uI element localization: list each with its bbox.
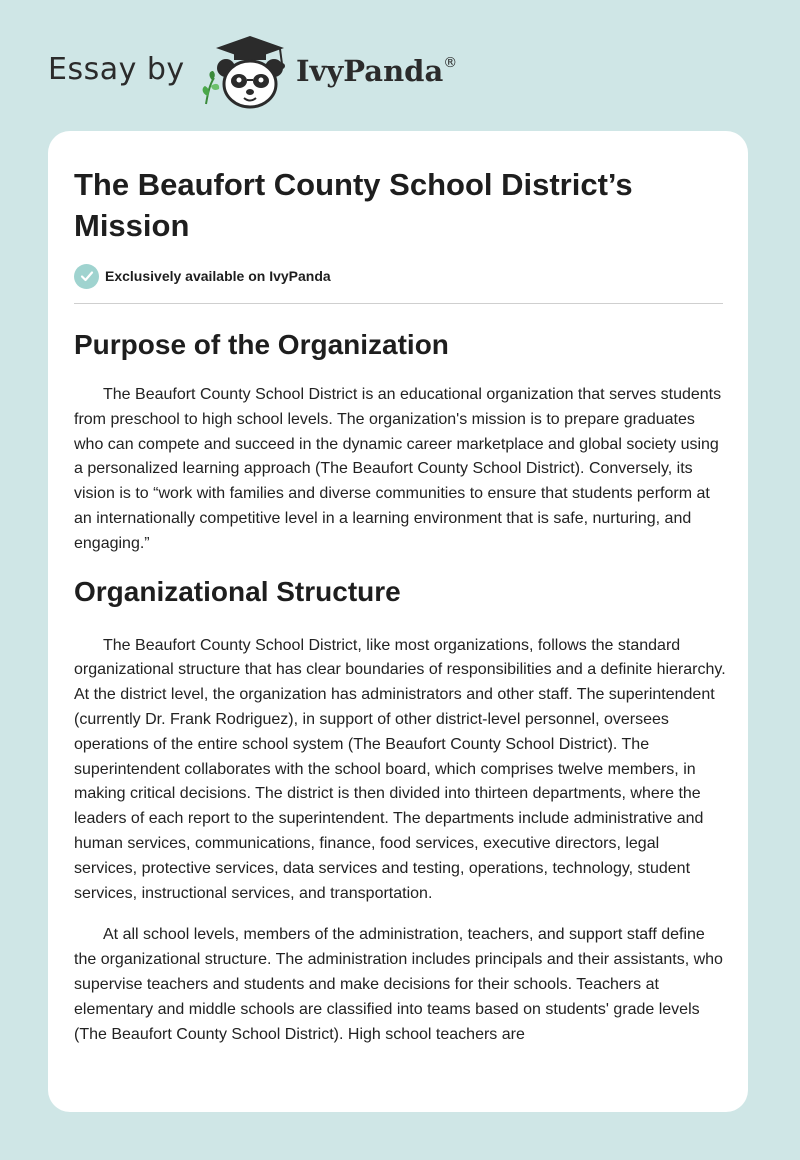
panda-graduate-icon	[200, 34, 296, 110]
section-heading-structure: Organizational Structure	[74, 575, 401, 607]
paragraph: At all school levels, members of the administration, teachers, and support staff define the organizational structure. The administration includes principals and their assistants, who supervise teachers and students and make decisions for their schools. Teachers at elementary and middle schools are classified into teams based on students' grade levels (The Beaufort County School District). High school teachers are	[74, 926, 723, 1043]
section-heading-purpose: Purpose of the Organization	[74, 329, 449, 360]
page-title: The Beaufort County School District’s Mission	[74, 167, 633, 243]
divider	[74, 303, 723, 304]
essay-card	[48, 131, 748, 1112]
site-header	[48, 30, 748, 110]
exclusive-badge	[74, 263, 331, 289]
brand-name: IvyPanda®	[296, 54, 458, 88]
essay-by-label: Essay by	[48, 52, 185, 87]
paragraph: The Beaufort County School District, like most organizations, follows the standard organizational structure that has clear boundaries of responsibilities and a definite hierarchy. At the district level, the organization has administrators and other staff. The superintendent (currently Dr. Frank Rodriguez), in support of other district-level personnel, oversees operations of the entire school system (The Beaufort County School District). The superintendent collaborates with the school board, which comprises twelve members, in making critical decisions. The district is then divided into thirteen departments, where the leaders of each report to the superintendent. The departments include administrative and human services, communications, finance, food services, executive directors, legal services, protective services, data services and testing, operations, technology, student services, instructional services, and transportation.	[74, 636, 726, 902]
essay-body	[74, 325, 726, 1047]
checkmark-icon	[74, 264, 99, 289]
exclusive-badge-label: Exclusively available on IvyPanda	[105, 268, 331, 284]
paragraph: The Beaufort County School District is an educational organization that serves students from preschool to high school levels. The organization's mission is to prepare graduates who can compete and succeed in the dynamic career marketplace and global society using a personalized learning approach (The Beaufort County School District). Conversely, its vision is to “work with families and diverse communities to ensure that students perform at an internationally competitive level in a learning environment that is safe, nurturing, and engaging.”	[74, 386, 722, 552]
